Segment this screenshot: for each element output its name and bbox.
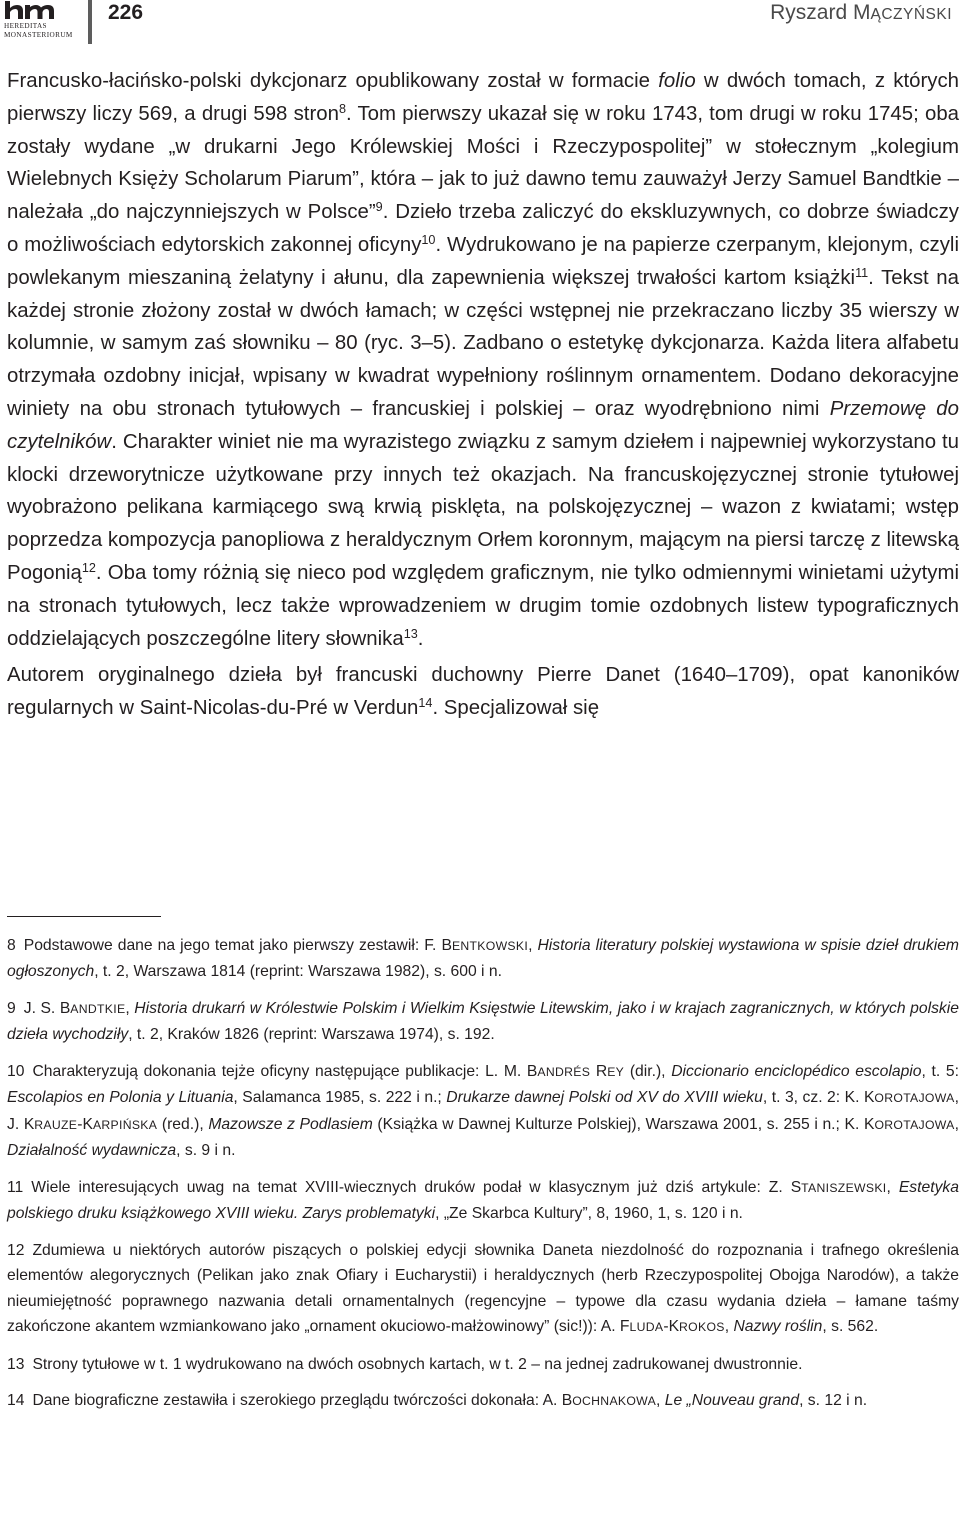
smallcaps-span: ROKOS xyxy=(679,1319,725,1334)
footnote-14 xyxy=(7,1388,959,1414)
text-span: Francusko-łacińsko-polski dykcjonarz opublikowany został w formacie xyxy=(7,70,659,92)
footnote-number: 14 xyxy=(7,1392,25,1410)
text-span: , t. 2, Kraków 1826 (reprint: Warszawa 1974), s. 192. xyxy=(128,1026,495,1044)
smallcaps-span: EY xyxy=(607,1065,625,1080)
text-span: , t. 5: xyxy=(921,1063,960,1081)
italic-span: Historia drukarń w Królestwie Polskim i Wielkim Księstwie Litewskim, jako i w krajach zagranicznych, w których polskie dzieła wychodziły xyxy=(7,1000,959,1044)
footnote-12 xyxy=(7,1238,959,1340)
text-span: Dane biograficzne zestawiła i szerokiego przeglądu twórczości dokonała: A. B xyxy=(32,1392,573,1410)
text-span: , xyxy=(886,1178,899,1196)
text-span: , t. 3, cz. 2: K. K xyxy=(762,1089,875,1107)
text-span: . Tom pierwszy ukazał się w roku 1743, tom drugi w roku 1745; oba zostały wydane „w drukarni Jego Królewskiej Mości i Rzeczypospolitej” w stołecznym „kolegium Wielebnych Księży Scholarum Piarum”, która – jak to już dawno temu zauważył Jerzy Samuel Bandtkie – należała „do najczynniejszych w Polsce” xyxy=(7,102,959,224)
text-span: (Książka w Dawnej Kulturze Polskiej), Warszawa 2001, s. 255 i n.; K. K xyxy=(372,1115,875,1133)
footnote-number: 12 xyxy=(7,1241,25,1259)
paragraph-2 xyxy=(7,659,959,725)
text-span: , xyxy=(528,937,538,954)
text-span: , xyxy=(954,1115,959,1133)
text-span: -K xyxy=(77,1115,93,1133)
logo-text-hereditas: HEREDITAS xyxy=(4,22,47,30)
italic-span: Nazwy roślin xyxy=(733,1317,823,1335)
footnote-ref[interactable]: 13 xyxy=(403,626,418,641)
hm-logo-icon xyxy=(4,0,66,20)
paragraph-1 xyxy=(7,65,959,655)
text-span: , s. 12 i n. xyxy=(799,1392,868,1410)
text-span: , s. 9 i n. xyxy=(176,1142,236,1160)
italic-span: Drukarze dawnej Polski od XV do XVIII wieku xyxy=(446,1089,763,1107)
publisher-logo xyxy=(4,0,73,42)
text-span: , t. 2, Warszawa 1814 (reprint: Warszawa 1982), s. 600 i n. xyxy=(94,963,502,981)
footnote-9 xyxy=(7,996,959,1048)
text-span: Wiele interesujących uwag na temat XVIII-wiecznych druków podał w klasycznym już dziś artykule: Z. S xyxy=(31,1178,802,1196)
text-span: . Tekst na każdej stronie złożony został w dwóch łamach; w części wstępnej nie przekraczano liczby 35 wierszy w kolumnie, w samym zaś słowniku – 80 (ryc. 3–5). Zadbano o estetykę dykcjonarza. Każda litera alfabetu otrzymała ozdobny inicjał, wpisany w kwadrat wypełniony roślinnym ornamentem. Dodano dekoracyjne winiety na obu stronach tytułowych – francuskiej i polskiej – oraz wyodrębniono nimi xyxy=(7,266,959,420)
footnotes xyxy=(7,933,959,1426)
footnote-number: 10 xyxy=(7,1063,25,1081)
footnote-ref[interactable]: 11 xyxy=(855,265,869,280)
smallcaps-span: OROTAJOWA xyxy=(874,1117,955,1132)
text-span: , xyxy=(125,1000,135,1018)
text-span: . Dzieło trzeba zaliczyć do ekskluzywnych, co dobrze świadczy o możliwościach edytorskich zakonnej oficyny xyxy=(7,201,959,256)
author-first: Ryszard M xyxy=(770,1,871,24)
italic-span: Przemowę do czytelników xyxy=(7,397,959,453)
logo-text-monasteriorum: MONASTERIORUM xyxy=(4,31,73,39)
footnote-ref[interactable]: 9 xyxy=(375,200,383,215)
text-span: , Salamanca 1985, s. 222 i n.; xyxy=(233,1089,447,1107)
text-span: . xyxy=(417,627,424,650)
smallcaps-span: ENTKOWSKI xyxy=(451,939,529,953)
footnote-ref[interactable]: 8 xyxy=(338,101,346,116)
italic-span: Le „Nouveau grand xyxy=(664,1392,800,1410)
running-head-author xyxy=(770,0,952,28)
text-span: (dir.), xyxy=(624,1063,672,1081)
text-span: J. S. B xyxy=(23,1000,71,1018)
italic-span: Działalność wydawnicza xyxy=(7,1142,177,1160)
footnote-number: 13 xyxy=(7,1355,25,1373)
footnote-number: 8 xyxy=(7,937,16,954)
text-span: . Oba tomy różnią się nieco pod względem graficznym, nie tylko odmiennymi winietami użytymi na stronach tytułowych, lecz także wprowadzeniem w drugim tomie ozdobnych listew typograficznych oddzielających poszczególne litery słownika xyxy=(7,561,959,650)
footnote-8 xyxy=(7,933,959,985)
author-smallcaps: ĄCZYŃSKI xyxy=(870,6,952,23)
text-span: . Charakter winiet nie ma wyrazistego związku z samym dziełem i najpewniej wykorzystano tu klocki drzeworytnicze użytkowane przy innych też okazjach. Na francuskojęzycznej stronie tytułowej wyobrażono pelikana karmiącego swą krwią pisklęta, na polskojęzycznej – wazon z kwiatami; wstęp poprzedza kompozycja panopliowa z heraldycznym Orłem koronnym, mającym na piersi tarczę z litewską Pogonią xyxy=(7,430,959,584)
footnote-number: 11 xyxy=(7,1178,24,1196)
smallcaps-span: OROTAJOWA xyxy=(874,1091,955,1106)
text-span: Strony tytułowe w t. 1 wydrukowano na dwóch osobnych kartach, w t. 2 – na jednej zadrukowanej dwustronnie. xyxy=(32,1355,803,1373)
text-span: . Wydrukowano je na papierze czerpanym, klejonym, czyli powlekanym mieszaniną żelatyny i ałunu, dla zapewnienia większej trwałości kartom książki xyxy=(7,233,959,289)
smallcaps-span: ARPIŃSKA xyxy=(92,1117,158,1132)
main-text xyxy=(7,65,959,725)
smallcaps-span: ANDRÉS xyxy=(537,1065,591,1080)
italic-span: Diccionario enciclopédico escolapio xyxy=(671,1063,922,1081)
footnote-ref[interactable]: 10 xyxy=(421,233,436,248)
text-span: (red.), xyxy=(157,1115,209,1133)
text-span: , „Ze Skarbca Kultury”, 8, 1960, 1, s. 120 i n. xyxy=(435,1205,743,1223)
smallcaps-span: ANDTKIE xyxy=(70,1002,126,1017)
italic-span: Historia literatury polskiej wystawiona w spisie dzieł drukiem ogłoszonych xyxy=(7,937,959,981)
smallcaps-span: LUDA xyxy=(629,1319,664,1334)
page-number: 226 xyxy=(108,1,144,24)
smallcaps-span: TANISZEWSKI xyxy=(801,1180,887,1195)
text-span: Podstawowe dane na jego temat jako pierwszy zestawił: F. B xyxy=(23,937,452,954)
text-span: , s. 562. xyxy=(822,1317,879,1335)
text-span: , xyxy=(656,1392,665,1410)
text-span: , J. K xyxy=(7,1089,959,1133)
italic-span: Escolapios en Polonia y Lituania xyxy=(7,1089,234,1107)
italic-span: Estetyka polskiego druku książkowego XVIII wieku. Zarys problematyki xyxy=(7,1178,960,1223)
text-span: -K xyxy=(663,1317,680,1335)
page-header xyxy=(0,0,960,44)
text-span: . Specjalizował się xyxy=(432,697,600,720)
footnote-separator xyxy=(7,916,161,917)
footnote-10 xyxy=(7,1059,959,1163)
footnote-ref[interactable]: 12 xyxy=(81,561,96,575)
footnote-ref[interactable]: 14 xyxy=(418,696,433,711)
footnote-number: 9 xyxy=(7,1000,16,1018)
text-span: Zdumiewa u niektórych autorów piszących o polskiej edycji słownika Daneta niezdolność do rozpoznania i trafnego określenia elementów alegorycznych (Pelikan jako znak Ofiary i Eucharystii) i heraldycznych (herb Rzeczypospolitej Obojga Narodów), a także nieumiejętność poprawnego nazwania detali ornamentalnych (regencyjne – typowe dla czasu wydania dzieła – łamane taśmy zakończone akantem wzmiankowano jako „ornament okuciowo-małżowinowy” (sic!)): A. F xyxy=(7,1241,959,1335)
text-span: R xyxy=(590,1063,608,1081)
header-divider xyxy=(88,0,92,44)
smallcaps-span: RAUZE xyxy=(34,1117,78,1132)
text-span: Autorem oryginalnego dzieła był francuski duchowny Pierre Danet (1640–1709), opat kanoników regularnych w Saint-Nicolas-du-Pré w Verdun xyxy=(7,664,959,720)
footnote-11 xyxy=(7,1175,959,1227)
text-span: w dwóch tomach, z których pierwszy liczy 569, a drugi 598 stron xyxy=(7,70,959,125)
text-span: , xyxy=(724,1317,734,1335)
italic-span: folio xyxy=(658,70,696,92)
smallcaps-span: OCHNAKOWA xyxy=(572,1394,657,1409)
text-span: Charakteryzują dokonania tejże oficyny następujące publikacje: L. M. B xyxy=(32,1063,538,1081)
footnote-13 xyxy=(7,1352,959,1377)
italic-span: Mazowsze z Podlasiem xyxy=(208,1115,373,1133)
